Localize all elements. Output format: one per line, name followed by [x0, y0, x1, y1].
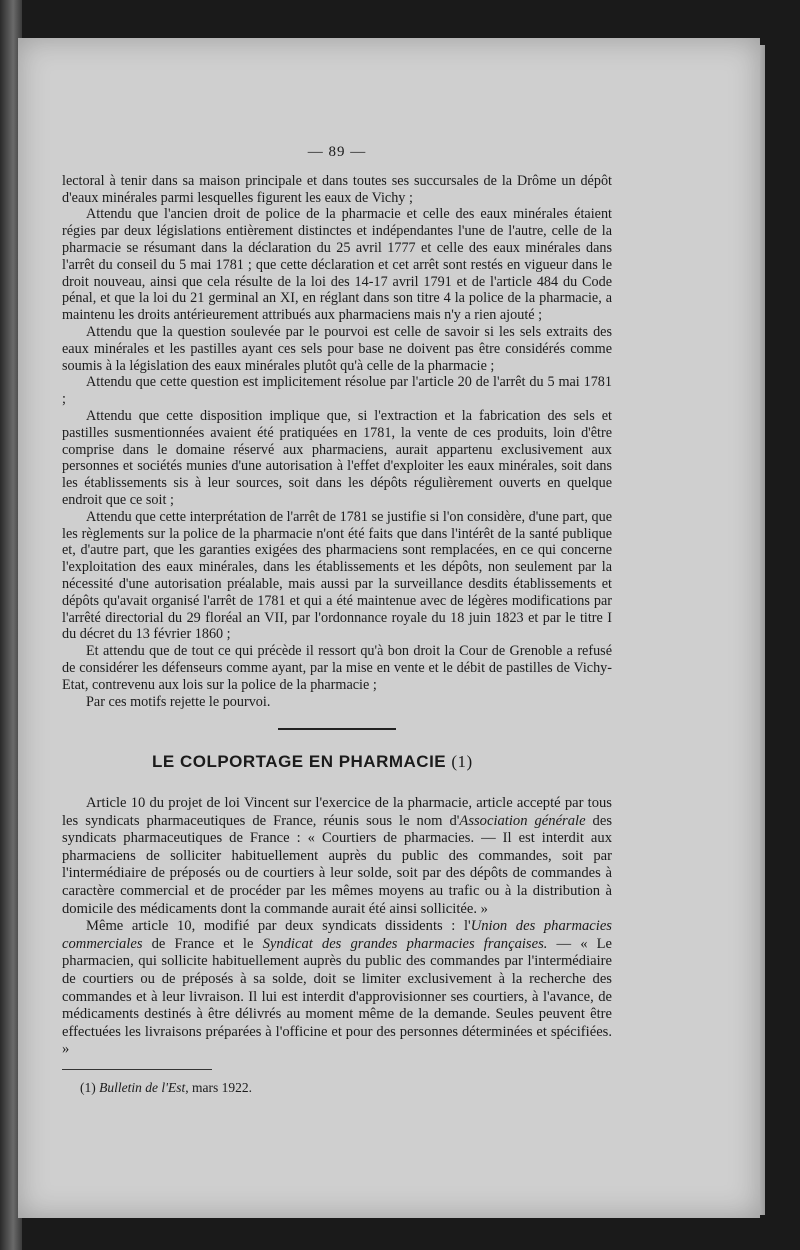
paragraph: Par ces motifs rejette le pourvoi. — [86, 693, 271, 710]
paragraph: Attendu que cette question est implicitement résolue par l'article 20 de l'arrêt du 5 mai 1781 ; — [62, 374, 612, 408]
text-run: de France et le — [142, 935, 263, 952]
text-run: Même article 10, modifié par deux syndicats dissidents : l' — [86, 918, 471, 935]
section-body — [62, 795, 612, 1059]
footnote-date: , mars 1922. — [185, 1080, 252, 1095]
paragraph: Attendu que la question soulevée par le pourvoi est celle de savoir si les sels extraits des eaux minérales et les pastilles ayant ces sels pour base ne doivent pas être considérés comme soumis à la législation des eaux minérales plutôt qu'à celle de la pharmacie ; — [62, 323, 612, 374]
footnote — [62, 1080, 612, 1097]
footnote-divider — [62, 1069, 212, 1070]
italic-text: Union des pharmacies commerciales — [62, 918, 612, 952]
footnote-marker: (1) — [80, 1080, 96, 1095]
paragraph: Attendu que l'ancien droit de police de la pharmacie et celle des eaux minérales étaient régies par deux législations entièrement distinctes et indépendantes l'une de l'autre, celle de la pharmacie se résumant dans la déclaration du 25 avril 1777 et celle des eaux minérales dans l'arrêt du conseil du 5 mai 1781 ; que cette déclaration et cet arrêt sont restés en vigueur dans le droit nouveau, ainsi que cela résulte de la loi des 14-17 avril 1791 et de l'article 484 du Code pénal, et que la loi du 21 germinal an XI, en réglant dans son titre 4 la police de la pharmacie, a maintenu les droits antérieurement attribués aux pharmaciens mais n'y a rien ajouté ; — [62, 206, 612, 324]
paragraph: lectoral à tenir dans sa maison principale et dans toutes ses succursales de la Drôme un dépôt d'eaux minérales parmi lesquelles figurent les eaux de Vichy ; — [62, 172, 612, 206]
italic-text: Syndicat des grandes pharmacies françaises. — [262, 935, 548, 952]
italic-text: Association générale — [459, 812, 586, 829]
footnote-source: Bulletin de l'Est — [99, 1080, 186, 1095]
page-content — [62, 110, 612, 1097]
paragraph: Attendu que cette disposition implique que, si l'extraction et la fabrication des sels et pastilles susmentionnées avaient été pratiquées en 1781, la vente de ces produits, loin d'être comprise dans le domaine réservé aux pharmaciens, aurait appartenu exclusivement aux personnes et sociétés munies d'une autorisation à l'effet d'exploiter les eaux minérales, soit dans les établissements sis à leur sources, soit dans les dépôts régulièrement ouverts en quelque endroit que ce soit ; — [62, 407, 612, 508]
text-run: Article 10 du projet de loi Vincent sur l'exercice de la pharmacie, article accepté par tous les syndicats pharmaceutiques de France, réunis sous le nom d' — [62, 795, 612, 829]
text-run: des syndicats pharmaceutiques de France : « Courtiers de pharmacies. — Il est interdit aux pharmaciens de solliciter habituellement auprès du public des commandes, soit par l'intermédiaire de préposés ou de courtiers à leur solde, soit par des dépôts de commandes à caractère commercial et de procéder par les mêmes moyens au trafic ou à la distribution à domicile des médicaments dont la commande aurait été ainsi sollicitée. » — [62, 812, 612, 917]
paragraph: Et attendu que de tout ce qui précède il ressort qu'à bon droit la Cour de Grenoble a refusé de considérer les défenseurs comme ayant, par la mise en vente et le débit de pastilles de Vichy-Etat, contrevenu aux lois sur la police de la pharmacie ; — [62, 643, 612, 693]
section-title: LE COLPORTAGE EN PHARMACIE — [152, 752, 447, 772]
page-number: — 89 — — [307, 144, 367, 160]
paragraph — [62, 918, 612, 1059]
section-heading — [152, 754, 612, 771]
paragraph: Attendu que cette interprétation de l'arrêt de 1781 se justifie si l'on considère, d'une part, que les règlements sur la police de la pharmacie n'ont été faits que dans l'intérêt de la santé publique et, d'autre part, que les garanties exigées des pharmaciens sont remplacées, en ce qui concerne l'exploitation des eaux minérales, dans les établissements et les dépôts, non seulement par la nécessité d'une autorisation préalable, mais aussi par la surveillance desdits établissements et dépôts qu'avait organisé l'arrêt de 1781 et qui a été maintenue avec de légères modifications par l'arrêté directorial du 29 floréal an VII, par l'ordonnance royale du 18 juin 1823 et par le titre I du décret du 13 février 1860 ; — [62, 508, 612, 643]
section-divider — [278, 728, 396, 730]
text-run: — « Le pharmacien, qui sollicite habituellement auprès du public des commandes par l'intermédiaire de courtiers ou de préposés à sa solde, doit se limiter exclusivement à la recherche des commandes et à leur livraison. Il lui est interdit d'approvisionner ses courtiers, à l'avance, de médicaments destinés à être délivrés au moment même de la demande. Seules peuvent être effectuées les livraisons préparées à l'officine et pour des personnes déterminées et spécifiées. » — [62, 935, 612, 1058]
footnote-reference: (1) — [451, 752, 473, 772]
paragraph — [62, 795, 612, 918]
